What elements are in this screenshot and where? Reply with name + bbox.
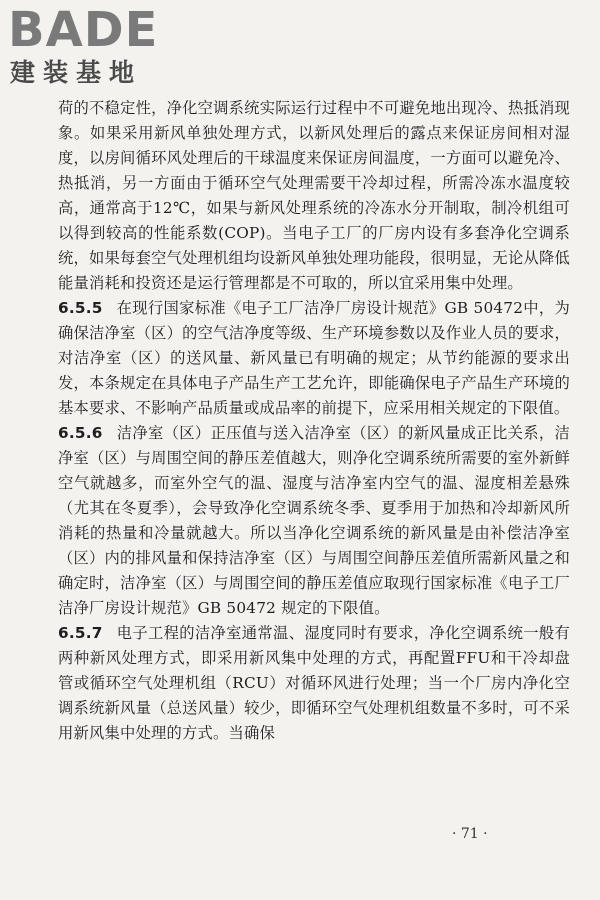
logo-subtitle: 建装基地 (10, 58, 143, 87)
section-number: 6.5.5 (58, 299, 103, 317)
section-number: 6.5.7 (58, 624, 103, 642)
section-text: 在现行国家标准《电子工厂洁净厂房设计规范》GB 50472中，为确保洁净室（区）的空气洁净度等级、生产环境参数以及作业人员的要求，对洁净室（区）的送风量、新风量已有明确的规定；从节约能源的要求出发，本条规定在具体电子产品生产工艺允许，即能确保电子产品生产环境的基本要求、不影响产品质量或成品率的前提下，应采用相关规定的下限值。 (58, 299, 570, 417)
intro-paragraph: 荷的不稳定性，净化空调系统实际运行过程中不可避免地出现冷、热抵消现象。如果采用新风单独处理方式，以新风处理后的露点来保证房间相对湿度，以房间循环风处理后的干球温度来保证房间温度，一方面可以避免冷、热抵消，另一方面由于循环空气处理需要干冷却过程，所需冷冻水温度较高，通常高于12℃，如果与新风处理系统的冷冻水分开制取，制冷机组可以得到较高的性能系数(COP)。当电子工厂的厂房内设有多套净化空调系统，如果每套空气处理机组均设新风单独处理功能段，很明显，无论从降低能量消耗和投资还是运行管理都是不可取的，所以宜采用集中处理。 (58, 99, 570, 292)
site-logo (8, 2, 188, 92)
section-text: 洁净室（区）正压值与送入洁净室（区）的新风量成正比关系，洁净室（区）与周围空间的静压差值越大，则净化空调系统所需要的室外新鲜空气就越多，而室外空气的温、湿度与洁净室内空气的温、湿度相差悬殊（尤其在冬夏季），会导致净化空调系统冬季、夏季用于加热和冷却新风所消耗的热量和冷量就越大。所以当净化空调系统的新风量是由补偿洁净室（区）内的排风量和保持洁净室（区）与周围空间静压差值所需新风量之和确定时，洁净室（区）与周围空间的静压差值应取现行国家标准《电子工厂洁净厂房设计规范》GB 50472 规定的下限值。 (58, 424, 570, 617)
section-text: 电子工程的洁净室通常温、湿度同时有要求，净化空调系统一般有两种新风处理方式，即采用新风集中处理的方式，再配置FFU和干冷却盘管或循环空气处理机组（RCU）对循环风进行处理；当一个厂房内净化空调系统新风量（总送风量）较少，即循环空气处理机组数量不多时，可不采用新风集中处理的方式。当确保 (58, 624, 570, 742)
document-body (58, 96, 570, 746)
page-number: · 71 · (452, 826, 488, 842)
section-number: 6.5.6 (58, 424, 103, 442)
section-6-5-7 (58, 621, 570, 746)
section-6-5-5 (58, 296, 570, 421)
section-6-5-6 (58, 421, 570, 621)
logo-brand-text: BADE (8, 2, 159, 58)
